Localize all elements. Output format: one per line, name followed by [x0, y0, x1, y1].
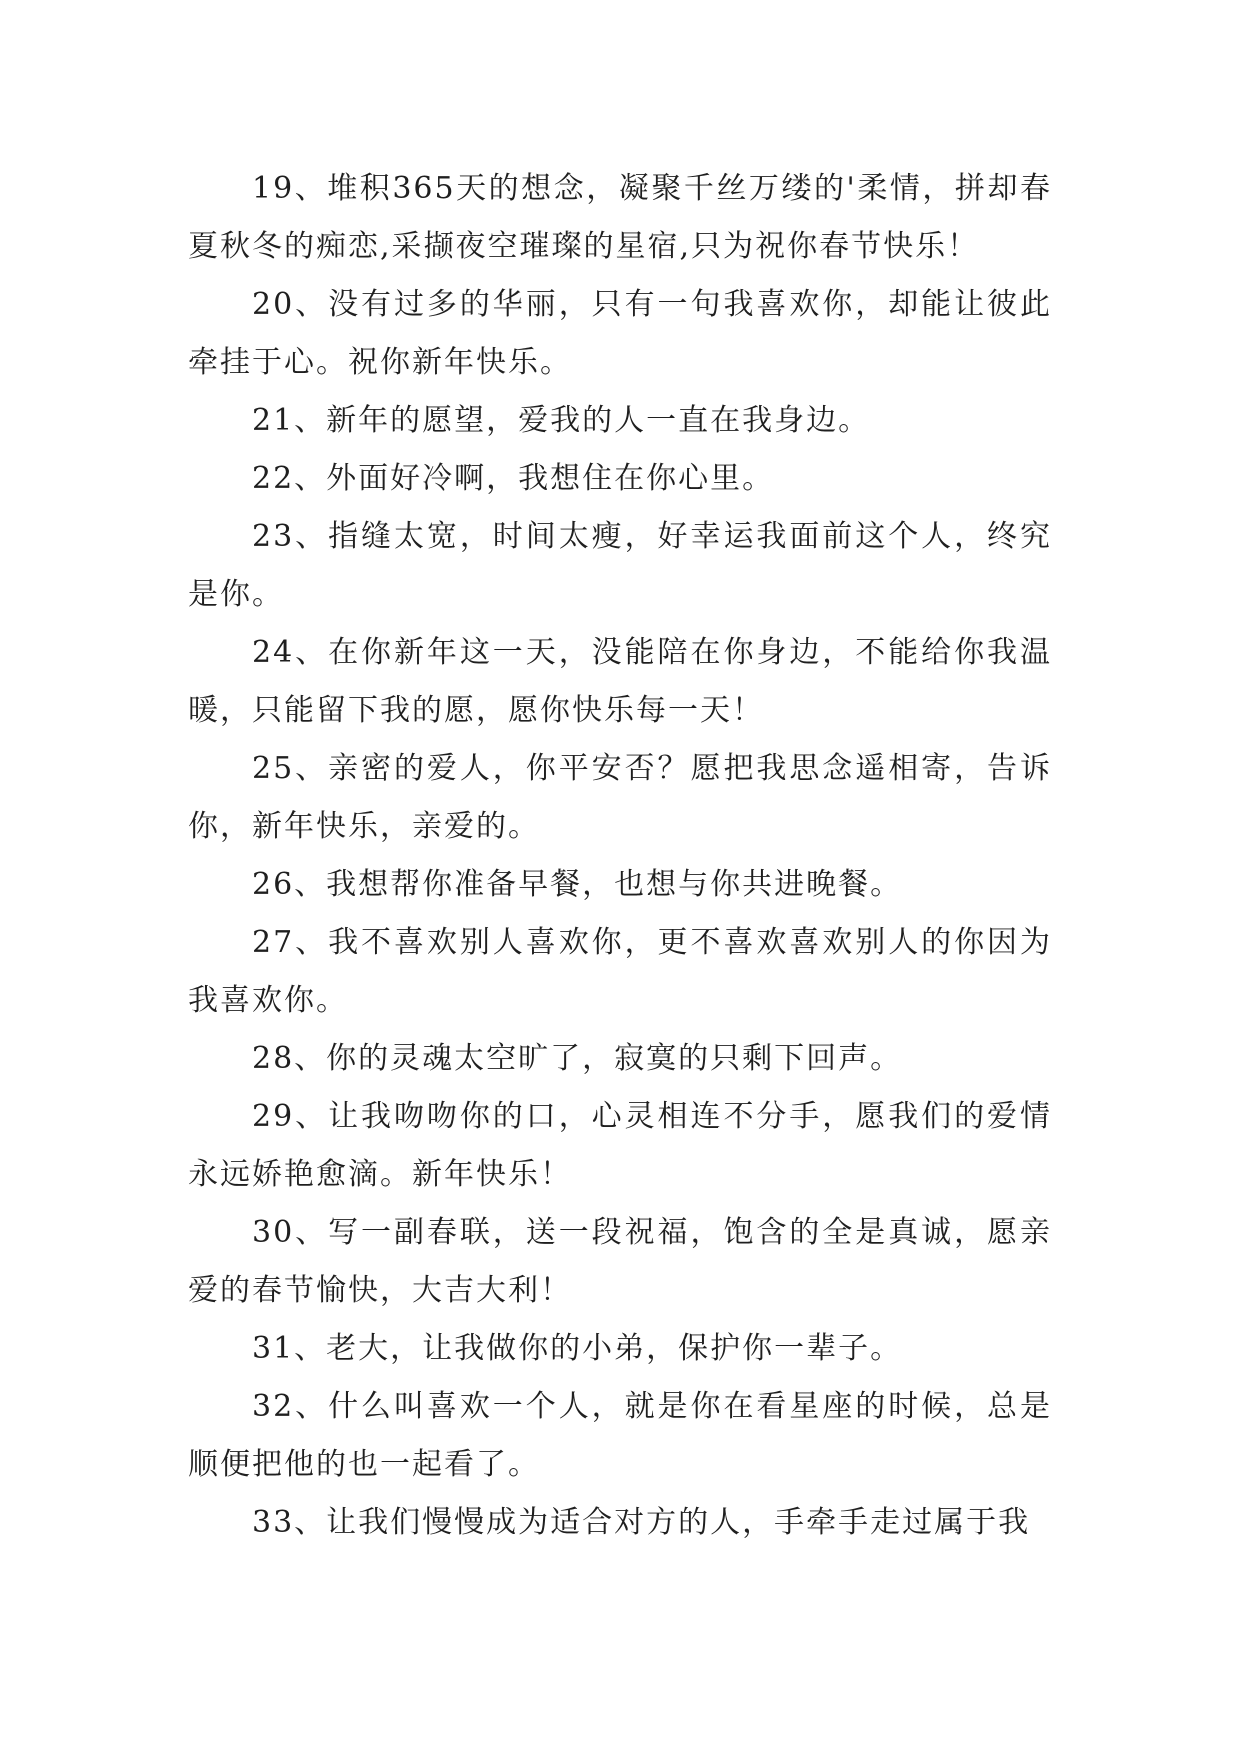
- paragraph-27: 27、我不喜欢别人喜欢你，更不喜欢喜欢别人的你因为我喜欢你。: [188, 925, 1052, 1018]
- paragraph-31: 31、老大，让我做你的小弟，保护你一辈子。: [252, 1331, 903, 1366]
- paragraph-21: 21、新年的愿望，爱我的人一直在我身边。: [252, 403, 871, 438]
- paragraph-26: 26、我想帮你准备早餐，也想与你共进晚餐。: [252, 867, 903, 902]
- paragraph-19: 19、堆积365天的想念，凝聚千丝万缕的'柔情，拼却春夏秋冬的痴恋,采撷夜空璀璨的星宿,只为祝你春节快乐！: [188, 171, 1052, 264]
- paragraph-23: 23、指缝太宽，时间太瘦，好幸运我面前这个人，终究是你。: [188, 519, 1052, 612]
- paragraph-25: 25、亲密的爱人，你平安否？愿把我思念遥相寄，告诉你，新年快乐，亲爱的。: [188, 751, 1052, 844]
- document-body: [188, 160, 1052, 1552]
- paragraph-22: 22、外面好冷啊，我想住在你心里。: [252, 461, 775, 496]
- paragraph-33: 33、让我们慢慢成为适合对方的人，手牵手走过属于我: [252, 1505, 1031, 1540]
- paragraph-20: 20、没有过多的华丽，只有一句我喜欢你，却能让彼此牵挂于心。祝你新年快乐。: [188, 287, 1052, 380]
- paragraph-30: 30、写一副春联，送一段祝福，饱含的全是真诚，愿亲爱的春节愉快，大吉大利！: [188, 1215, 1052, 1308]
- paragraph-29: 29、让我吻吻你的口，心灵相连不分手，愿我们的爱情永远娇艳愈滴。新年快乐！: [188, 1099, 1052, 1192]
- paragraph-32: 32、什么叫喜欢一个人，就是你在看星座的时候，总是顺便把他的也一起看了。: [188, 1389, 1052, 1482]
- paragraph-24: 24、在你新年这一天，没能陪在你身边，不能给你我温暖，只能留下我的愿，愿你快乐每一天！: [188, 635, 1052, 728]
- paragraph-28: 28、你的灵魂太空旷了，寂寞的只剩下回声。: [252, 1041, 903, 1076]
